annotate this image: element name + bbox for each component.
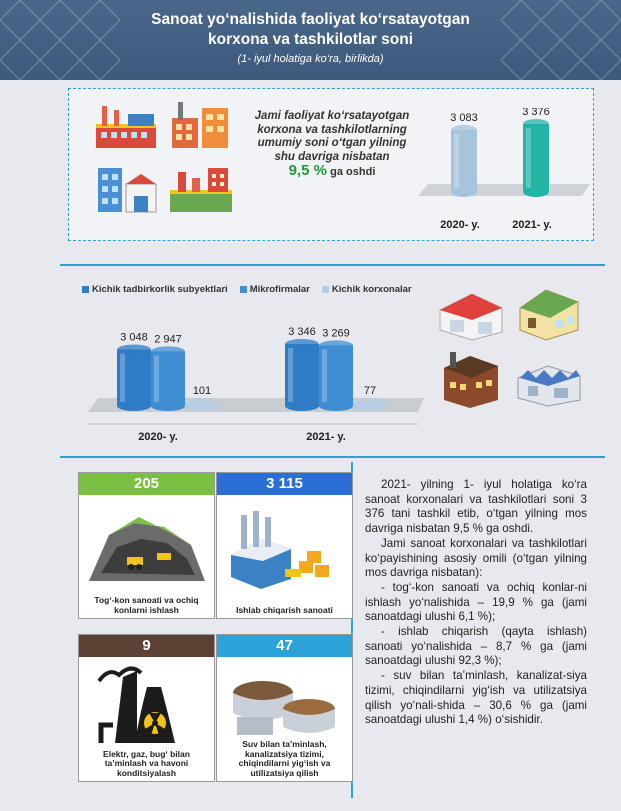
legend-item: Mikrofirmalar [240,284,310,295]
factory-icon [94,98,160,152]
breakdown-bar-chart [84,308,424,448]
category-value: 9 [79,635,214,657]
plant-icon [168,162,234,216]
body-paragraph: - tog‘-kon sanoati va ochiq konlar-ni ishlash yo‘nalishida – 19,9 % ga (jami sanoatdagi ulushi 6,1 %); [365,580,587,624]
legend-item: Kichik korxonalar [322,284,412,295]
bar [151,346,185,411]
warehouse-icon [436,286,506,342]
chart-floor [418,184,590,196]
category-card-energy [78,634,215,782]
section-divider [60,264,605,266]
summary-note-text: Jami faoliyat ko‘rsatayotgan korxona va tashkilotlarning umumiy soni o‘tgan yilning shu davriga nisbatan [254,110,410,163]
total-bar-chart [412,108,590,236]
bar [285,339,319,411]
category-label: Elektr, gaz, bug‘ bilan ta’minlash va havoni konditsiyalash [103,748,190,778]
page-title [0,10,621,50]
category-label: 2020- y. [138,431,178,443]
body-paragraph: - ishlab chiqarish (qayta ishlash) sanoati yo‘nalishida – 8,7 % ga (jami sanoatdagi ulushi 92,3 %); [365,625,587,668]
title-line-1: Sanoat yo‘nalishida faoliyat ko‘rsatayotgan [151,11,470,28]
industrial-plant-icon [514,356,584,408]
header-banner [0,0,621,80]
bar [523,119,549,197]
building-icon [94,162,160,216]
body-paragraph: Jami sanoat korxonalari va tashkilotlari ko‘payishining asosiy omili (o‘tgan yilning mos davriga nisbatan): [365,536,587,580]
body-text [365,478,587,728]
chart-legend [82,284,412,295]
data-label: 3 083 [450,111,478,124]
bar [319,340,353,411]
page-subtitle: (1- iyul holatiga ko‘ra, birlikda) [237,53,384,65]
bar [117,345,151,411]
bar [353,398,387,411]
mining-icon [79,495,214,595]
data-label: 3 269 [322,327,350,340]
data-label: 3 346 [288,326,316,338]
summary-tail: ga oshdi [330,166,376,178]
data-label: 101 [192,385,212,397]
category-value: 3 115 [217,473,352,495]
category-label: 2021- y. [512,219,552,231]
category-card-water [216,634,353,782]
category-label: Suv bilan ta’minlash, kanalizatsiya tizimi, chiqindilarni yig‘ish va utilizatsiya qilish [238,739,331,778]
bar [451,125,477,197]
legend-item: Kichik tadbirkorlik subyektlari [82,284,228,295]
category-value: 47 [217,635,352,657]
category-label: Ishlab chiqarish sanoati [236,604,333,615]
category-card-manufacturing [216,472,353,619]
category-label: 2020- y. [440,219,480,231]
body-paragraph: 2021- yilning 1- iyul holatiga ko‘ra sanoat korxonalari va tashkilotlari soni 3 376 tani tashkil etib, o‘tgan yilning mos davriga nisbatan 9,5 % ga oshdi. [365,478,587,536]
data-label: 77 [363,385,377,397]
brick-building-icon [440,350,502,410]
factory-icon [168,98,234,152]
data-label: 3 048 [120,331,148,344]
category-value: 205 [79,473,214,495]
category-label: 2021- y. [306,431,346,443]
house-icon [516,282,582,342]
manufacturing-icon [217,495,352,595]
body-paragraph: - suv bilan ta’minlash, kanalizat-siya tizimi, chiqindilarni yig‘ish va utilizatsiya qilish yo‘nali-shida – 30,6 % ga (jami sanoatdagi ulushi 1,4 %) o‘sishidir. [365,669,587,727]
category-label: Tog‘-kon sanoati va ochiq konlarni ishlash [94,595,199,615]
summary-note [246,110,418,180]
title-line-2: korxona va tashkilotlar soni [207,31,413,48]
summary-percent: 9,5 % [288,162,327,179]
data-label: 3 376 [522,108,550,118]
power-plant-icon [79,657,214,757]
data-label: 2 947 [154,333,182,346]
section-divider [60,456,605,458]
category-card-mining [78,472,215,619]
bar [185,398,219,411]
